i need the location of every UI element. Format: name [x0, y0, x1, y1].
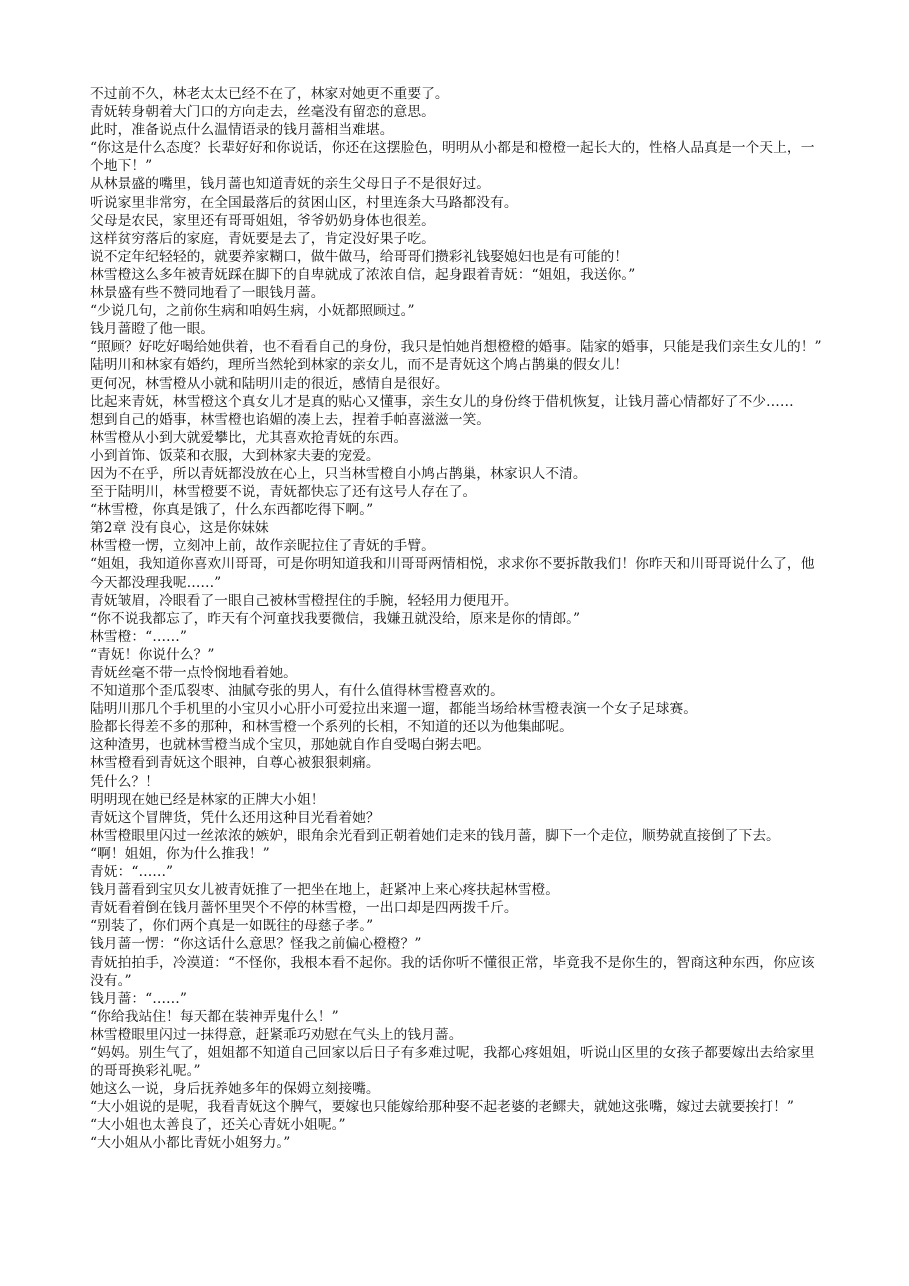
paragraph: 此时，准备说点什么温情语录的钱月蔷相当难堪。 [90, 122, 394, 139]
paragraph: 林雪橙看到青妩这个眼神，自尊心被狠狠刺痛。 [90, 755, 380, 772]
paragraph: 青妩拍拍手，冷漠道：“不怪你，我根本看不起你。我的话你听不懂很正常，毕竟我不是你生的，智商这种东西，你应该没有。” [90, 954, 815, 989]
paragraph: 林雪橙眼里闪过一抹得意，赶紧乖巧劝慰在气头上的钱月蔷。 [90, 1026, 463, 1043]
paragraph: 小到首饰、饭菜和衣服，大到林家夫妻的宠爱。 [90, 447, 380, 464]
paragraph: 更何况，林雪橙从小就和陆明川走的很近，感情自是很好。 [90, 375, 449, 392]
paragraph: 林雪橙这么多年被青妩踩在脚下的自卑就成了浓浓自信，起身跟着青妩：“姐姐，我送你。” [90, 266, 636, 283]
paragraph: 钱月蔷一愣：“你这话什么意思？怪我之前偏心橙橙？” [90, 936, 422, 953]
paragraph: 林雪橙一愣，立刻冲上前，故作亲昵拉住了青妩的手臂。 [90, 538, 435, 555]
paragraph: 脸都长得差不多的那种，和林雪橙一个系列的长相，不知道的还以为他集邮呢。 [90, 719, 573, 736]
paragraph: 青妩这个冒牌货，凭什么还用这种目光看着她？ [90, 809, 380, 826]
paragraph: “少说几句，之前你生病和咱妈生病，小妩都照顾过。” [90, 303, 415, 320]
paragraph: 青妩皱眉，冷眼看了一眼自己被林雪橙捏住的手腕，轻轻用力便甩开。 [90, 592, 518, 609]
paragraph: 明明现在她已经是林家的正牌大小姐！ [90, 791, 325, 808]
paragraph: “你这是什么态度？长辈好好和你说话，你还在这摆脸色，明明从小都是和橙橙一起长大的，性格人品真是一个天上，一个地下！” [90, 140, 815, 175]
paragraph: “大小姐也太善良了，还关心青妩小姐呢。” [90, 1117, 346, 1134]
paragraph: 林雪橙从小到大就爱攀比，尤其喜欢抢青妩的东西。 [90, 429, 408, 446]
chapter-heading: 第2章 没有良心，这是你妹妹 [90, 520, 269, 537]
paragraph: 因为不在乎，所以青妩都没放在心上，只当林雪橙自小鸠占鹊巢，林家识人不清。 [90, 465, 587, 482]
paragraph: “大小姐说的是呢，我看青妩这个脾气，要嫁也只能嫁给那种娶不起老婆的老鳏夫，就她这张嘴，嫁过去就要挨打！” [90, 1099, 794, 1116]
paragraph: “林雪橙，你真是饿了，什么东西都吃得下啊。” [90, 502, 374, 519]
paragraph: 钱月蔷瞪了他一眼。 [90, 321, 215, 338]
paragraph: “照顾？好吃好喝给她供着，也不看看自己的身份，我只是怕她肖想橙橙的婚事。陆家的婚事，只能是我们亲生女儿的！” [90, 339, 822, 356]
paragraph: 想到自己的婚事，林雪橙也谄媚的凑上去，捏着手帕喜滋滋一笑。 [90, 411, 491, 428]
paragraph: 从林景盛的嘴里，钱月蔷也知道青妩的亲生父母日子不是很好过。 [90, 176, 491, 193]
paragraph: 钱月蔷看到宝贝女儿被青妩推了一把坐在地上，赶紧冲上来心疼扶起林雪橙。 [90, 882, 560, 899]
paragraph: 她这么一说，身后抚养她多年的保姆立刻接嘴。 [90, 1081, 380, 1098]
paragraph: “你给我站住！每天都在装神弄鬼什么！” [90, 1008, 339, 1025]
document-body [90, 85, 822, 1153]
paragraph: 陆明川和林家有婚约，理所当然轮到林家的亲女儿，而不是青妩这个鸠占鹊巢的假女儿！ [90, 357, 629, 374]
paragraph: 林景盛有些不赞同地看了一眼钱月蔷。 [90, 285, 325, 302]
paragraph: 至于陆明川，林雪橙要不说，青妩都快忘了还有这号人存在了。 [90, 484, 477, 501]
paragraph: 这种渣男，也就林雪橙当成个宝贝，那她就自作自受喝白粥去吧。 [90, 737, 491, 754]
paragraph: 比起来青妩，林雪橙这个真女儿才是真的贴心又懂事，亲生女儿的身份终于借机恢复，让钱月蔷心情都好了不少…… [90, 393, 794, 410]
paragraph: 父母是农民，家里还有哥哥姐姐，爷爷奶奶身体也很差。 [90, 212, 435, 229]
paragraph: 说不定年纪轻轻的，就要养家糊口，做牛做马，给哥哥们攒彩礼钱娶媳妇也是有可能的！ [90, 248, 629, 265]
paragraph: “你不说我都忘了，昨天有个河童找我要微信，我嫌丑就没给，原来是你的情郎。” [90, 610, 581, 627]
paragraph: 青妩丝毫不带一点怜悯地看着她。 [90, 665, 297, 681]
paragraph: 不知道那个歪瓜裂枣、油腻夸张的男人，有什么值得林雪橙喜欢的。 [90, 683, 504, 700]
paragraph: 林雪橙：“……” [90, 628, 187, 645]
paragraph: “啊！姐姐，你为什么推我！” [90, 845, 270, 862]
paragraph: 青妩转身朝着大门口的方向走去，丝毫没有留恋的意思。 [90, 104, 435, 121]
paragraph: 陆明川那几个手机里的小宝贝小心肝小可爱拉出来遛一遛，都能当场给林雪橙表演一个女子足球赛。 [90, 701, 698, 718]
paragraph: “别装了，你们两个真是一如既往的母慈子孝。” [90, 918, 374, 935]
paragraph: “大小姐从小都比青妩小姐努力。” [90, 1135, 291, 1152]
paragraph: “青妩！你说什么？” [90, 646, 215, 663]
paragraph: 这样贫穷落后的家庭，青妩要是去了，肯定没好果子吃。 [90, 230, 435, 247]
paragraph: 凭什么？！ [90, 773, 159, 790]
paragraph: “妈妈。别生气了，姐姐都不知道自己回家以后日子有多难过呢，我都心疼姐姐，听说山区里的女孩子都要嫁出去给家里的哥哥换彩礼呢。” [90, 1044, 815, 1080]
paragraph: “姐姐，我知道你喜欢川哥哥，可是你明知道我和川哥哥两情相悦，求求你不要拆散我们！你昨天和川哥哥说什么了，他今天都没理我呢……” [90, 556, 815, 591]
paragraph: 青妩看着倒在钱月蔷怀里哭个不停的林雪橙，一出口却是四两拨千斤。 [90, 900, 518, 917]
paragraph: 不过前不久，林老太太已经不在了，林家对她更不重要了。 [90, 86, 449, 102]
paragraph: 青妩：“……” [90, 864, 174, 881]
paragraph: 听说家里非常穷，在全国最落后的贫困山区，村里连条大马路都没有。 [90, 194, 518, 211]
paragraph: 林雪橙眼里闪过一丝浓浓的嫉妒，眼角余光看到正朝着她们走来的钱月蔷，脚下一个走位，顺势就直接倒了下去。 [90, 827, 780, 844]
paragraph: 钱月蔷：“……” [90, 990, 187, 1007]
